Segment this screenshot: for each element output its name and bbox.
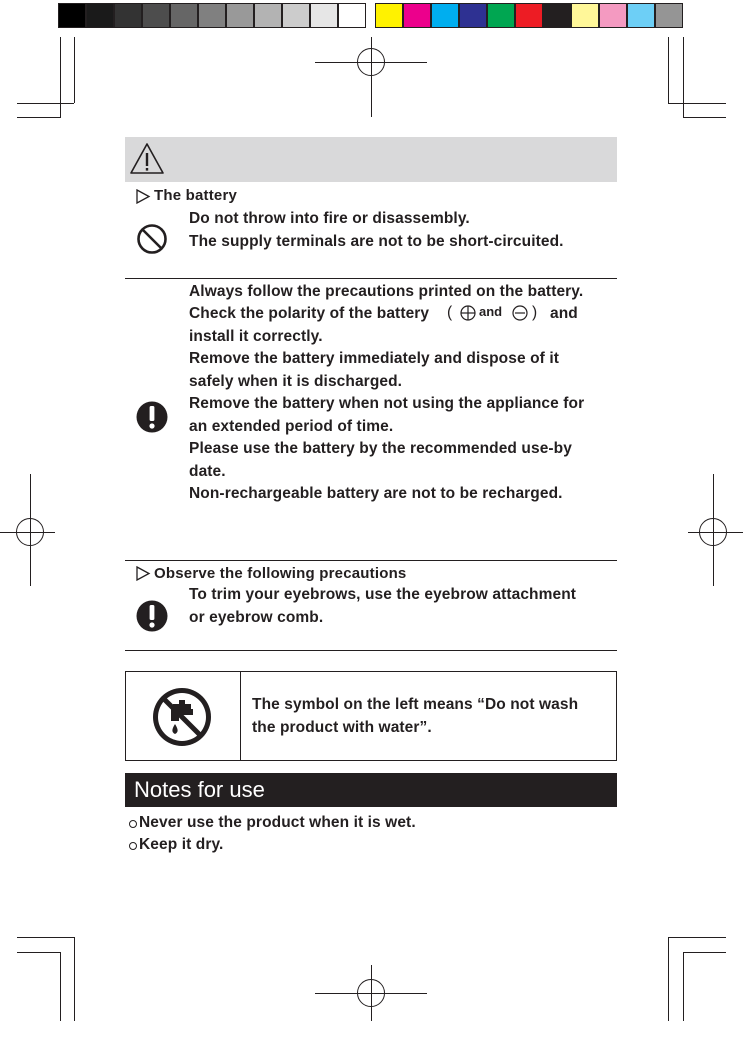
triangle-bullet-icon xyxy=(136,189,151,204)
mandatory-action-icon xyxy=(136,599,168,633)
warning-header xyxy=(125,137,617,182)
gray-swatch xyxy=(310,3,338,28)
color-swatch xyxy=(571,3,599,28)
mandatory-line: install it correctly. xyxy=(189,328,323,345)
gray-swatch xyxy=(58,3,86,28)
crop-mark xyxy=(74,937,75,1021)
gray-swatch xyxy=(86,3,114,28)
precaution-line: To trim your eyebrows, use the eyebrow attachment xyxy=(189,586,577,603)
triangle-bullet-icon xyxy=(136,566,151,581)
prohibit-line: The supply terminals are not to be short-circuited. xyxy=(189,233,564,250)
bullet-icon xyxy=(129,842,137,850)
gray-swatch xyxy=(226,3,254,28)
color-swatch xyxy=(655,3,683,28)
gray-swatch xyxy=(142,3,170,28)
color-swatch xyxy=(403,3,431,28)
warning-triangle-icon xyxy=(129,142,165,176)
notes-title: Notes for use xyxy=(134,777,265,802)
crop-mark xyxy=(668,37,669,103)
gray-swatch xyxy=(170,3,198,28)
gray-swatch xyxy=(198,3,226,28)
divider xyxy=(125,650,617,651)
crop-mark xyxy=(668,103,726,104)
mandatory-line: Non-rechargeable battery are not to be recharged. xyxy=(189,485,563,502)
crop-mark xyxy=(668,937,669,1021)
mandatory-line: Please use the battery by the recommended use-by xyxy=(189,440,572,457)
mandatory-line: Check the polarity of the battery xyxy=(189,305,430,322)
color-swatch xyxy=(375,3,403,28)
divider xyxy=(125,560,617,561)
crop-mark xyxy=(17,937,74,938)
color-swatch xyxy=(627,3,655,28)
prohibit-line: Do not throw into fire or disassembly. xyxy=(189,210,470,227)
mandatory-line: and xyxy=(550,305,578,322)
crop-mark xyxy=(17,952,61,953)
crop-mark xyxy=(683,952,684,1021)
symbol-text-line: the product with water”. xyxy=(252,719,432,736)
polarity-paren-open: ( xyxy=(447,304,453,321)
crop-mark xyxy=(683,37,684,117)
mandatory-line: Remove the battery when not using the appliance for xyxy=(189,395,585,412)
color-swatch xyxy=(459,3,487,28)
crop-mark xyxy=(60,37,61,117)
plus-terminal-icon xyxy=(460,305,476,321)
symbol-text-line: The symbol on the left means “Do not wash xyxy=(252,696,579,713)
precautions-section-title: Observe the following precautions xyxy=(154,565,407,582)
crop-mark xyxy=(17,103,74,104)
color-swatch xyxy=(543,3,571,28)
notes-item: Keep it dry. xyxy=(139,836,224,853)
gray-swatch xyxy=(338,3,366,28)
divider xyxy=(125,278,617,279)
mandatory-line: Always follow the precautions printed on the battery. xyxy=(189,283,584,300)
color-swatch xyxy=(599,3,627,28)
crop-mark xyxy=(683,952,726,953)
notes-item: Never use the product when it is wet. xyxy=(139,814,416,831)
crop-mark xyxy=(683,117,726,118)
prohibition-icon xyxy=(136,223,168,255)
gray-swatch xyxy=(282,3,310,28)
no-water-icon xyxy=(151,686,213,748)
minus-terminal-icon xyxy=(512,305,528,321)
polarity-paren-close: ) xyxy=(532,304,538,321)
battery-section-title: The battery xyxy=(154,187,238,204)
polarity-and-text: and xyxy=(479,304,503,319)
crop-mark xyxy=(74,37,75,103)
bullet-icon xyxy=(129,820,137,828)
color-swatch xyxy=(487,3,515,28)
mandatory-line: Remove the battery immediately and dispose of it xyxy=(189,350,560,367)
gray-swatch xyxy=(114,3,142,28)
mandatory-line: safely when it is discharged. xyxy=(189,373,403,390)
crop-mark xyxy=(668,937,726,938)
gray-swatch xyxy=(254,3,282,28)
mandatory-action-icon xyxy=(136,400,168,434)
mandatory-line: an extended period of time. xyxy=(189,418,394,435)
precaution-line: or eyebrow comb. xyxy=(189,609,324,626)
symbol-box-divider xyxy=(240,671,241,761)
color-swatch xyxy=(515,3,543,28)
crop-mark xyxy=(60,952,61,1021)
crop-mark xyxy=(17,117,61,118)
mandatory-line: date. xyxy=(189,463,226,480)
color-swatch xyxy=(431,3,459,28)
